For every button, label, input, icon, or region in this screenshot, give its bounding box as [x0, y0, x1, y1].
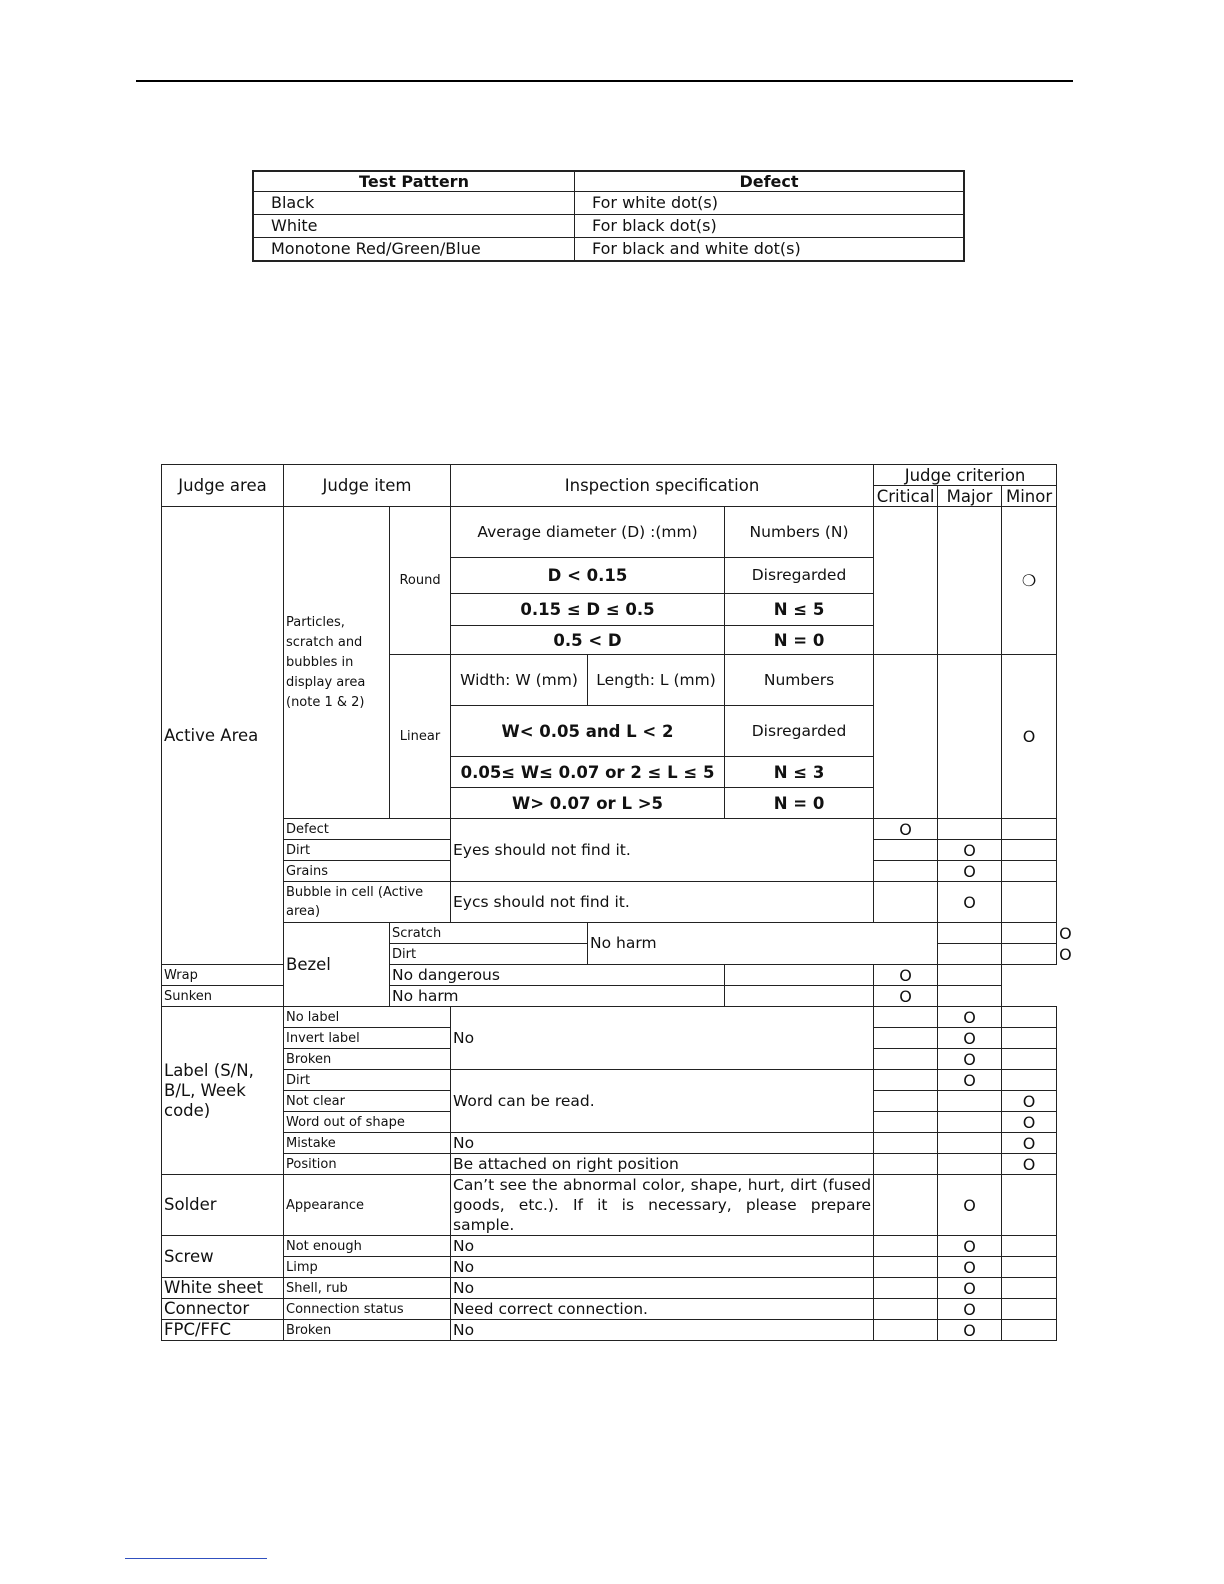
minor-cell [1002, 1175, 1057, 1236]
minor-cell [1002, 840, 1057, 861]
critical-cell [874, 1278, 938, 1299]
critical-cell [938, 923, 1002, 944]
major-cell [938, 819, 1002, 840]
header-defect: Defect [575, 171, 965, 192]
linear-number: N = 0 [725, 788, 874, 819]
header-minor: Minor [1002, 486, 1057, 507]
item-broken: Broken [284, 1320, 451, 1341]
item-dirt: Dirt [284, 840, 451, 861]
table-row [162, 1278, 1057, 1299]
major-mark: O [938, 1070, 1002, 1091]
item-grains: Grains [284, 861, 451, 882]
minor-cell [1002, 819, 1057, 840]
defect-cell: For black dot(s) [575, 215, 965, 238]
minor-mark: ❍ [1002, 507, 1057, 655]
item-particles: Particles, scratch and bubbles in display area (note 1 & 2) [284, 507, 390, 819]
spec-white-sheet: No [451, 1278, 874, 1299]
pattern-cell: Monotone Red/Green/Blue [253, 238, 575, 262]
minor-cell [938, 986, 1002, 1007]
major-cell [938, 507, 1002, 655]
minor-cell [1002, 1320, 1057, 1341]
critical-cell [874, 655, 938, 819]
minor-cell [1002, 1278, 1057, 1299]
item-defect: Defect [284, 819, 451, 840]
critical-cell [874, 507, 938, 655]
minor-cell [1002, 1007, 1057, 1028]
table-header-row [162, 465, 1057, 486]
area-white-sheet: White sheet [162, 1278, 284, 1299]
item-dirt: Dirt [284, 1070, 451, 1091]
major-mark: O [938, 1175, 1002, 1236]
minor-mark: O [1002, 1112, 1057, 1133]
area-active: Active Area [162, 507, 284, 965]
critical-cell [874, 1070, 938, 1091]
item-shell-rub: Shell, rub [284, 1278, 451, 1299]
critical-cell [874, 1028, 938, 1049]
critical-cell [874, 1299, 938, 1320]
minor-cell [1002, 861, 1057, 882]
defect-cell: For white dot(s) [575, 192, 965, 215]
area-bezel: Bezel [284, 923, 390, 1007]
critical-cell [874, 1320, 938, 1341]
major-cell [938, 1091, 1002, 1112]
spec-screw: No [451, 1236, 874, 1257]
minor-cell [1002, 1049, 1057, 1070]
major-mark: O [938, 861, 1002, 882]
spec-position: Be attached on right position [451, 1154, 874, 1175]
area-fpc-ffc: FPC/FFC [162, 1320, 284, 1341]
minor-mark: O [1002, 1133, 1057, 1154]
spec-solder: Can’t see the abnormal color, shape, hurt, dirt (fused goods, etc.). If it is necessary, please prepare sample. [451, 1175, 874, 1236]
item-word-out: Word out of shape [284, 1112, 451, 1133]
table-row [162, 1070, 1057, 1091]
critical-cell [874, 1091, 938, 1112]
item-position: Position [284, 1154, 451, 1175]
item-dirt: Dirt [390, 944, 588, 965]
major-mark: O [938, 1257, 1002, 1278]
minor-cell [1002, 1028, 1057, 1049]
spec-connector: Need correct connection. [451, 1299, 874, 1320]
minor-cell [1002, 1257, 1057, 1278]
table-row [253, 192, 964, 215]
critical-cell [874, 1175, 938, 1236]
item-broken: Broken [284, 1049, 451, 1070]
major-mark: O [938, 1236, 1002, 1257]
linear-head-width: Width: W (mm) [451, 655, 588, 706]
item-sunken: Sunken [162, 986, 390, 1007]
minor-cell [938, 965, 1002, 986]
critical-cell [874, 1154, 938, 1175]
critical-cell [725, 986, 874, 1007]
major-mark: O [938, 882, 1002, 923]
major-mark: O [938, 1278, 1002, 1299]
round-head-numbers: Numbers (N) [725, 507, 874, 558]
major-mark: O [938, 1007, 1002, 1028]
spec-bubble: Eycs should not find it. [451, 882, 874, 923]
table-row [162, 1154, 1057, 1175]
item-mistake: Mistake [284, 1133, 451, 1154]
spec-word-read: Word can be read. [451, 1070, 874, 1133]
major-cell [938, 1112, 1002, 1133]
area-connector: Connector [162, 1299, 284, 1320]
minor-cell [1002, 1236, 1057, 1257]
item-not-enough: Not enough [284, 1236, 451, 1257]
pattern-cell: Black [253, 192, 575, 215]
critical-cell [874, 1236, 938, 1257]
table-row [162, 1175, 1057, 1236]
table-row [162, 986, 1057, 1007]
major-mark: O [938, 1320, 1002, 1341]
table-row [162, 1320, 1057, 1341]
major-mark: O [938, 1028, 1002, 1049]
round-condition: D < 0.15 [451, 558, 725, 594]
spec-eyes: Eyes should not find it. [451, 819, 874, 882]
linear-head-length: Length: L (mm) [588, 655, 725, 706]
item-no-label: No label [284, 1007, 451, 1028]
critical-cell [874, 840, 938, 861]
table-row [162, 819, 1057, 840]
round-condition: 0.15 ≤ D ≤ 0.5 [451, 594, 725, 626]
minor-cell [1002, 882, 1057, 923]
critical-mark: O [874, 819, 938, 840]
pattern-cell: White [253, 215, 575, 238]
major-mark: O [874, 965, 938, 986]
critical-cell [725, 965, 874, 986]
table-row [162, 1299, 1057, 1320]
item-appearance: Appearance [284, 1175, 451, 1236]
linear-condition: 0.05≤ W≤ 0.07 or 2 ≤ L ≤ 5 [451, 757, 725, 788]
linear-head-numbers: Numbers [725, 655, 874, 706]
table-row [162, 507, 1057, 558]
header-rule [136, 80, 1073, 82]
round-condition: 0.5 < D [451, 626, 725, 655]
round-number: N ≤ 5 [725, 594, 874, 626]
test-pattern-table [252, 170, 965, 262]
table-row: Dirt O [162, 944, 1057, 965]
item-wrap: Wrap [162, 965, 390, 986]
spec-no-harm: No harm [588, 923, 938, 965]
spec-no-harm: No harm [390, 986, 725, 1007]
critical-cell [874, 1257, 938, 1278]
critical-cell [938, 944, 1002, 965]
critical-cell [874, 1112, 938, 1133]
critical-cell [874, 1133, 938, 1154]
round-number: N = 0 [725, 626, 874, 655]
major-cell [938, 655, 1002, 819]
item-not-clear: Not clear [284, 1091, 451, 1112]
major-mark: O [938, 840, 1002, 861]
defect-cell: For black and white dot(s) [575, 238, 965, 262]
major-cell [938, 1154, 1002, 1175]
critical-cell [874, 1049, 938, 1070]
table-row [253, 215, 964, 238]
table-row [162, 1133, 1057, 1154]
critical-cell [874, 882, 938, 923]
major-mark: O [938, 1299, 1002, 1320]
major-mark: O [938, 1049, 1002, 1070]
spec-no: No [451, 1007, 874, 1070]
round-head-diameter: Average diameter (D) :(mm) [451, 507, 725, 558]
header-judge-item: Judge item [284, 465, 451, 507]
item-limp: Limp [284, 1257, 451, 1278]
critical-cell [874, 861, 938, 882]
minor-cell [1002, 1299, 1057, 1320]
spec-fpc: No [451, 1320, 874, 1341]
table-header-row [253, 171, 964, 192]
sub-item-round: Round [390, 507, 451, 655]
sub-item-linear: Linear [390, 655, 451, 819]
minor-mark: O [1002, 1091, 1057, 1112]
minor-cell [1002, 1070, 1057, 1091]
major-mark: O [874, 986, 938, 1007]
item-scratch: Scratch [390, 923, 588, 944]
header-judge-area: Judge area [162, 465, 284, 507]
spec-mistake: No [451, 1133, 874, 1154]
table-row: Bezel Scratch No harm O [162, 923, 1057, 944]
area-solder: Solder [162, 1175, 284, 1236]
table-row [253, 238, 964, 262]
header-judge-criterion: Judge criterion [874, 465, 1057, 486]
spec-screw: No [451, 1257, 874, 1278]
header-critical: Critical [874, 486, 938, 507]
inspection-table [161, 464, 1072, 1341]
area-label: Label (S/N, B/L, Week code) [162, 1007, 284, 1175]
table-row [162, 1236, 1057, 1257]
linear-condition: W< 0.05 and L < 2 [451, 706, 725, 757]
linear-number: Disregarded [725, 706, 874, 757]
item-invert-label: Invert label [284, 1028, 451, 1049]
item-connection-status: Connection status [284, 1299, 451, 1320]
table-row [162, 1257, 1057, 1278]
header-major: Major [938, 486, 1002, 507]
minor-mark: O [1002, 655, 1057, 819]
linear-number: N ≤ 3 [725, 757, 874, 788]
header-test-pattern: Test Pattern [253, 171, 575, 192]
table-row [162, 882, 1057, 923]
round-number: Disregarded [725, 558, 874, 594]
spec-no-dangerous: No dangerous [390, 965, 725, 986]
major-cell [1002, 923, 1057, 944]
major-cell [1002, 944, 1057, 965]
table-row [162, 1007, 1057, 1028]
minor-mark: O [1002, 1154, 1057, 1175]
area-screw: Screw [162, 1236, 284, 1278]
header-inspection-spec: Inspection specification [451, 465, 874, 507]
major-cell [938, 1133, 1002, 1154]
linear-condition: W> 0.07 or L >5 [451, 788, 725, 819]
item-bubble: Bubble in cell (Active area) [284, 882, 451, 923]
critical-cell [874, 1007, 938, 1028]
footer-rule [125, 1558, 267, 1559]
